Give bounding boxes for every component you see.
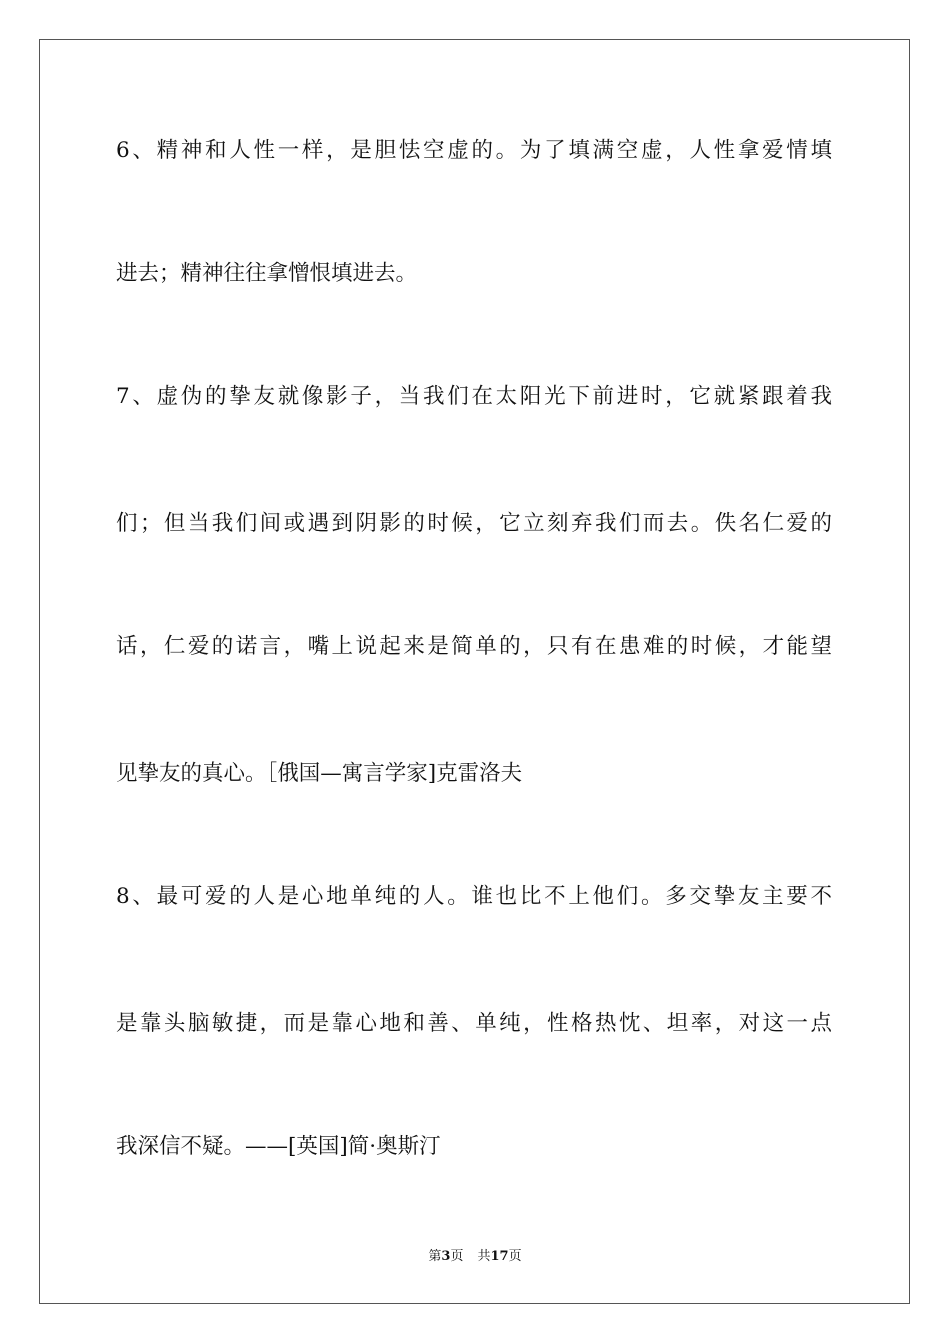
paragraph-6-line-2: 进去；精神往往拿憎恨填进去。 xyxy=(116,261,418,286)
paragraph-7-line-1: 7、虚伪的挚友就像影子，当我们在太阳光下前进时，它就紧跟着我 xyxy=(116,384,832,409)
paragraph-7-line-4: 见挚友的真心。［俄国—寓言学家]克雷洛夫 xyxy=(116,761,523,786)
paragraph-8-line-3: 我深信不疑。——[英国]简·奥斯汀 xyxy=(116,1134,441,1159)
paragraph-7-line-3: 话，仁爱的诺言，嘴上说起来是简单的，只有在患难的时候，才能望 xyxy=(116,634,832,659)
paragraph-8-line-2: 是靠头脑敏捷，而是靠心地和善、单纯，性格热忱、坦率，对这一点 xyxy=(116,1011,832,1036)
page-border xyxy=(39,39,910,1304)
page-footer xyxy=(0,1248,950,1266)
total-suffix: 页 xyxy=(508,1249,522,1264)
page-number: 3 xyxy=(441,1249,451,1264)
paragraph-7-line-2: 们；但当我们间或遇到阴影的时候，它立刻弃我们而去。佚名仁爱的 xyxy=(116,511,832,536)
total-pages: 17 xyxy=(490,1249,509,1264)
total-prefix: 共 xyxy=(477,1249,491,1264)
page-prefix: 第 xyxy=(428,1249,442,1264)
paragraph-6-line-1: 6、精神和人性一样，是胆怯空虚的。为了填满空虚，人性拿爱情填 xyxy=(116,138,832,163)
page-suffix: 页 xyxy=(450,1249,464,1264)
paragraph-8-line-1: 8、最可爱的人是心地单纯的人。谁也比不上他们。多交挚友主要不 xyxy=(116,884,832,909)
